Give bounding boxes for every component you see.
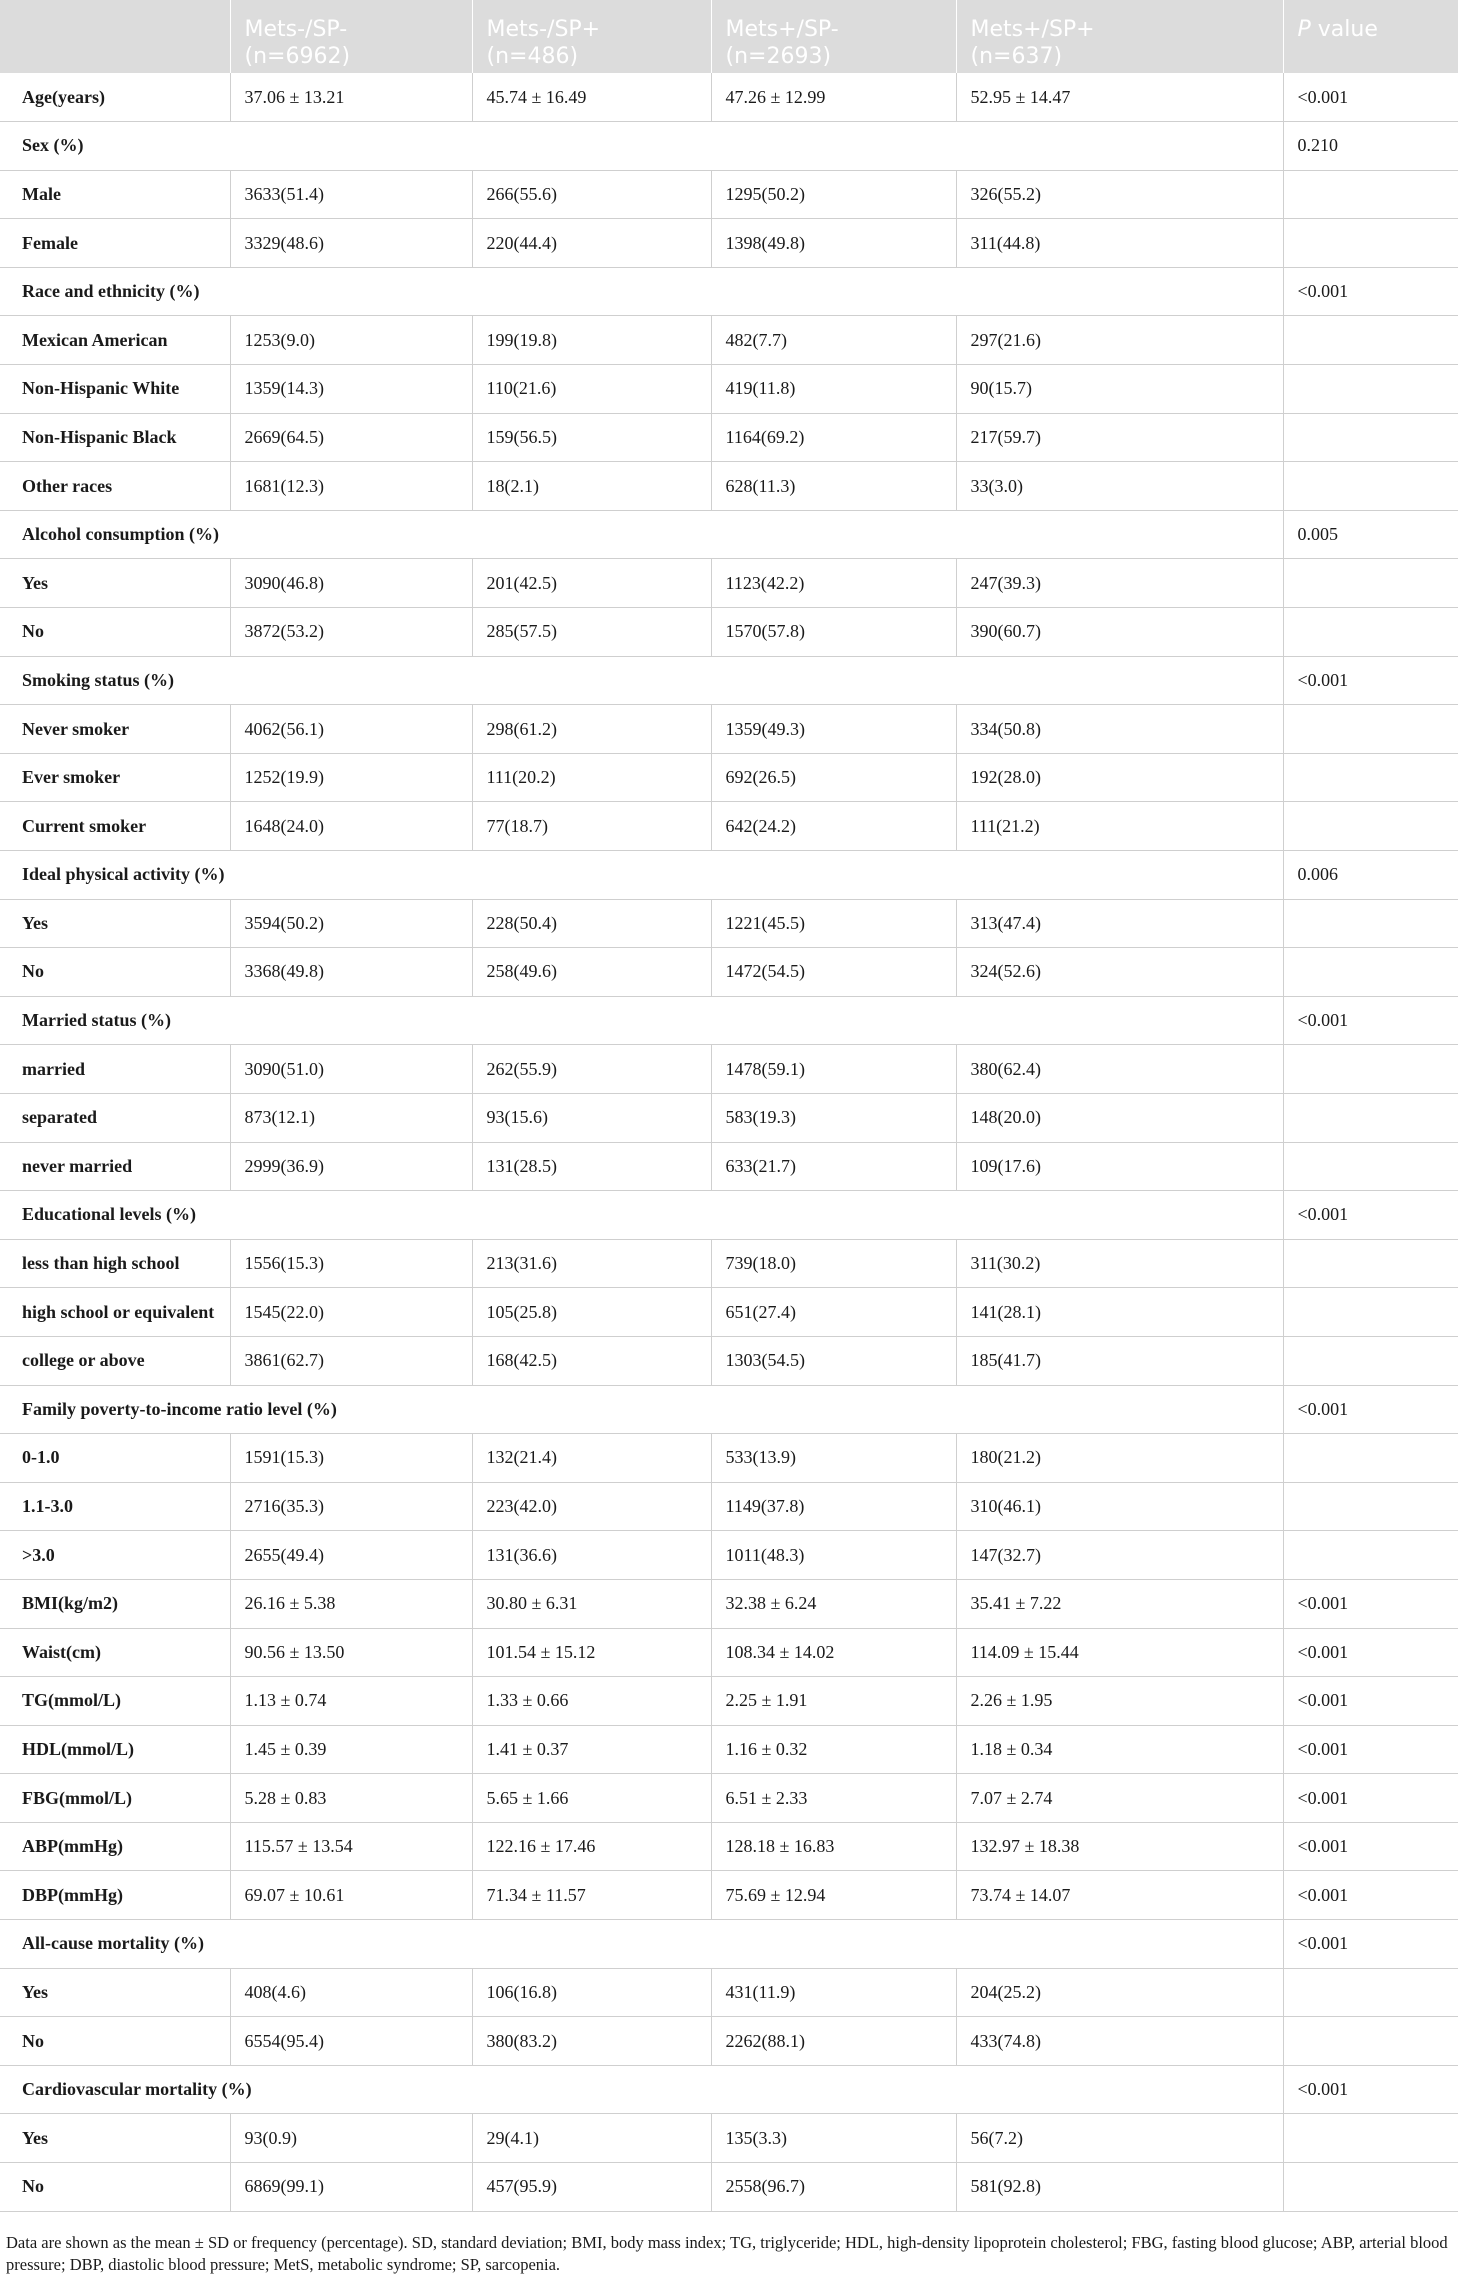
header-p-value — [1283, 0, 1458, 73]
p-value-cell — [1283, 802, 1458, 851]
cell-mets-pos-sp-pos: 581(92.8) — [956, 2163, 1283, 2212]
table-row — [0, 1968, 1458, 2017]
cell-mets-pos-sp-pos: 390(60.7) — [956, 608, 1283, 657]
p-value-cell: <0.001 — [1283, 73, 1458, 122]
row-label: Non-Hispanic Black — [0, 413, 230, 462]
table-row — [0, 2017, 1458, 2066]
table-row — [0, 1725, 1458, 1774]
cell-mets-pos-sp-pos: 114.09 ± 15.44 — [956, 1628, 1283, 1677]
cell-mets-pos-sp-pos: 111(21.2) — [956, 802, 1283, 851]
row-label: Yes — [0, 2114, 230, 2163]
cell-mets-pos-sp-neg: 628(11.3) — [711, 462, 956, 511]
row-label: TG(mmol/L) — [0, 1677, 230, 1726]
cell-mets-pos-sp-pos: 52.95 ± 14.47 — [956, 73, 1283, 122]
cell-mets-pos-sp-pos: 217(59.7) — [956, 413, 1283, 462]
table-row — [0, 705, 1458, 754]
cell-mets-pos-sp-pos: 141(28.1) — [956, 1288, 1283, 1337]
cell-mets-neg-sp-neg: 90.56 ± 13.50 — [230, 1628, 472, 1677]
cell-mets-neg-sp-neg: 2669(64.5) — [230, 413, 472, 462]
row-label: No — [0, 608, 230, 657]
cell-mets-neg-sp-neg: 115.57 ± 13.54 — [230, 1822, 472, 1871]
table-row — [0, 73, 1458, 122]
table-row — [0, 559, 1458, 608]
cell-mets-neg-sp-pos: 285(57.5) — [472, 608, 711, 657]
cell-mets-pos-sp-neg: 6.51 ± 2.33 — [711, 1774, 956, 1823]
cell-mets-pos-sp-neg: 1164(69.2) — [711, 413, 956, 462]
table-row — [0, 1239, 1458, 1288]
table-row — [0, 462, 1458, 511]
cell-mets-neg-sp-pos: 93(15.6) — [472, 1093, 711, 1142]
p-value-cell: <0.001 — [1283, 1822, 1458, 1871]
header-group-n: (n=6962) — [244, 44, 351, 69]
cell-mets-neg-sp-pos: 258(49.6) — [472, 948, 711, 997]
cell-mets-pos-sp-neg: 108.34 ± 14.02 — [711, 1628, 956, 1677]
cell-mets-pos-sp-pos: 311(44.8) — [956, 219, 1283, 268]
p-value-cell: <0.001 — [1283, 1774, 1458, 1823]
cell-mets-pos-sp-pos: 326(55.2) — [956, 170, 1283, 219]
cell-mets-pos-sp-pos: 35.41 ± 7.22 — [956, 1579, 1283, 1628]
p-value-cell — [1283, 170, 1458, 219]
cell-mets-neg-sp-neg: 1.45 ± 0.39 — [230, 1725, 472, 1774]
table-row — [0, 1434, 1458, 1483]
cell-mets-neg-sp-neg: 2716(35.3) — [230, 1482, 472, 1531]
cell-mets-pos-sp-neg: 1.16 ± 0.32 — [711, 1725, 956, 1774]
cell-mets-pos-sp-pos: 148(20.0) — [956, 1093, 1283, 1142]
cell-mets-pos-sp-pos: 310(46.1) — [956, 1482, 1283, 1531]
cell-mets-neg-sp-pos: 111(20.2) — [472, 753, 711, 802]
header-group-name: Mets+/SP+ — [970, 17, 1095, 42]
cell-mets-neg-sp-pos: 380(83.2) — [472, 2017, 711, 2066]
row-label: less than high school — [0, 1239, 230, 1288]
cell-mets-pos-sp-neg: 533(13.9) — [711, 1434, 956, 1483]
cell-mets-pos-sp-neg: 1398(49.8) — [711, 219, 956, 268]
cell-mets-neg-sp-pos: 199(19.8) — [472, 316, 711, 365]
table-row — [0, 1336, 1458, 1385]
cell-mets-pos-sp-pos: 147(32.7) — [956, 1531, 1283, 1580]
row-label: never married — [0, 1142, 230, 1191]
p-value-cell — [1283, 2017, 1458, 2066]
cell-mets-neg-sp-neg: 1648(24.0) — [230, 802, 472, 851]
cell-mets-neg-sp-neg: 3329(48.6) — [230, 219, 472, 268]
p-value-cell — [1283, 316, 1458, 365]
cell-mets-neg-sp-pos: 223(42.0) — [472, 1482, 711, 1531]
header-group-name: Mets+/SP- — [725, 17, 839, 42]
p-value-cell — [1283, 899, 1458, 948]
cell-mets-neg-sp-neg: 3872(53.2) — [230, 608, 472, 657]
section-header-row — [0, 1385, 1458, 1434]
table-row — [0, 1045, 1458, 1094]
cell-mets-pos-sp-neg: 1472(54.5) — [711, 948, 956, 997]
table-row — [0, 170, 1458, 219]
section-label: Married status (%) — [0, 996, 1283, 1045]
cell-mets-pos-sp-neg: 419(11.8) — [711, 365, 956, 414]
table-row — [0, 1142, 1458, 1191]
table-row — [0, 2114, 1458, 2163]
cell-mets-neg-sp-neg: 1556(15.3) — [230, 1239, 472, 1288]
section-header-row — [0, 1191, 1458, 1240]
header-label-column — [0, 0, 230, 73]
cell-mets-pos-sp-neg: 739(18.0) — [711, 1239, 956, 1288]
p-value-cell — [1283, 1531, 1458, 1580]
row-label: FBG(mmol/L) — [0, 1774, 230, 1823]
cell-mets-neg-sp-pos: 159(56.5) — [472, 413, 711, 462]
cell-mets-pos-sp-pos: 380(62.4) — [956, 1045, 1283, 1094]
p-value-cell: <0.001 — [1283, 267, 1458, 316]
cell-mets-neg-sp-neg: 1359(14.3) — [230, 365, 472, 414]
row-label: Ever smoker — [0, 753, 230, 802]
table-row — [0, 1822, 1458, 1871]
cell-mets-neg-sp-neg: 3594(50.2) — [230, 899, 472, 948]
cell-mets-neg-sp-neg: 1.13 ± 0.74 — [230, 1677, 472, 1726]
header-group-n: (n=2693) — [725, 44, 832, 69]
cell-mets-neg-sp-pos: 1.41 ± 0.37 — [472, 1725, 711, 1774]
p-value-cell: <0.001 — [1283, 1191, 1458, 1240]
cell-mets-neg-sp-neg: 6869(99.1) — [230, 2163, 472, 2212]
cell-mets-pos-sp-neg: 135(3.3) — [711, 2114, 956, 2163]
section-label: Race and ethnicity (%) — [0, 267, 1283, 316]
p-value-cell: <0.001 — [1283, 1871, 1458, 1920]
cell-mets-neg-sp-neg: 26.16 ± 5.38 — [230, 1579, 472, 1628]
cell-mets-neg-sp-pos: 266(55.6) — [472, 170, 711, 219]
row-label: Never smoker — [0, 705, 230, 754]
row-label: Yes — [0, 1968, 230, 2017]
table-row — [0, 316, 1458, 365]
table-row — [0, 1093, 1458, 1142]
row-label: 0-1.0 — [0, 1434, 230, 1483]
cell-mets-neg-sp-neg: 3861(62.7) — [230, 1336, 472, 1385]
cell-mets-pos-sp-neg: 1221(45.5) — [711, 899, 956, 948]
cell-mets-pos-sp-neg: 1303(54.5) — [711, 1336, 956, 1385]
cell-mets-neg-sp-neg: 5.28 ± 0.83 — [230, 1774, 472, 1823]
p-value-cell: <0.001 — [1283, 1920, 1458, 1969]
p-value-cell: <0.001 — [1283, 2065, 1458, 2114]
cell-mets-pos-sp-pos: 180(21.2) — [956, 1434, 1283, 1483]
cell-mets-neg-sp-neg: 1591(15.3) — [230, 1434, 472, 1483]
cell-mets-pos-sp-pos: 132.97 ± 18.38 — [956, 1822, 1283, 1871]
cell-mets-neg-sp-neg: 1252(19.9) — [230, 753, 472, 802]
p-value-cell — [1283, 753, 1458, 802]
p-value-cell: <0.001 — [1283, 1579, 1458, 1628]
cell-mets-neg-sp-pos: 122.16 ± 17.46 — [472, 1822, 711, 1871]
table-row — [0, 1774, 1458, 1823]
p-value-cell — [1283, 1239, 1458, 1288]
row-label: Yes — [0, 899, 230, 948]
table-row — [0, 1579, 1458, 1628]
cell-mets-pos-sp-neg: 1570(57.8) — [711, 608, 956, 657]
p-value-cell — [1283, 1434, 1458, 1483]
cell-mets-neg-sp-neg: 37.06 ± 13.21 — [230, 73, 472, 122]
row-label: Waist(cm) — [0, 1628, 230, 1677]
section-header-row — [0, 656, 1458, 705]
cell-mets-neg-sp-pos: 77(18.7) — [472, 802, 711, 851]
cell-mets-pos-sp-neg: 32.38 ± 6.24 — [711, 1579, 956, 1628]
cell-mets-pos-sp-pos: 185(41.7) — [956, 1336, 1283, 1385]
cell-mets-neg-sp-pos: 131(28.5) — [472, 1142, 711, 1191]
cell-mets-pos-sp-pos: 2.26 ± 1.95 — [956, 1677, 1283, 1726]
header-group-3 — [711, 0, 956, 73]
table-row — [0, 802, 1458, 851]
cell-mets-pos-sp-neg: 583(19.3) — [711, 1093, 956, 1142]
cell-mets-neg-sp-pos: 105(25.8) — [472, 1288, 711, 1337]
cell-mets-pos-sp-neg: 482(7.7) — [711, 316, 956, 365]
section-header-row — [0, 996, 1458, 1045]
p-value-cell: <0.001 — [1283, 996, 1458, 1045]
section-header-row — [0, 2065, 1458, 2114]
cell-mets-neg-sp-pos: 29(4.1) — [472, 2114, 711, 2163]
cell-mets-neg-sp-pos: 45.74 ± 16.49 — [472, 73, 711, 122]
cell-mets-neg-sp-pos: 298(61.2) — [472, 705, 711, 754]
cell-mets-neg-sp-neg: 3090(46.8) — [230, 559, 472, 608]
cell-mets-neg-sp-neg: 4062(56.1) — [230, 705, 472, 754]
p-value-cell — [1283, 1482, 1458, 1531]
p-value-cell — [1283, 2114, 1458, 2163]
cell-mets-pos-sp-neg: 2558(96.7) — [711, 2163, 956, 2212]
row-label: Current smoker — [0, 802, 230, 851]
header-group-n: (n=486) — [486, 44, 579, 69]
header-group-name: Mets-/SP+ — [486, 17, 601, 42]
row-label: married — [0, 1045, 230, 1094]
cell-mets-neg-sp-neg: 1545(22.0) — [230, 1288, 472, 1337]
cell-mets-neg-sp-neg: 873(12.1) — [230, 1093, 472, 1142]
table-row — [0, 948, 1458, 997]
cell-mets-pos-sp-neg: 692(26.5) — [711, 753, 956, 802]
cell-mets-neg-sp-pos: 457(95.9) — [472, 2163, 711, 2212]
cell-mets-pos-sp-pos: 73.74 ± 14.07 — [956, 1871, 1283, 1920]
cell-mets-neg-sp-pos: 168(42.5) — [472, 1336, 711, 1385]
cell-mets-pos-sp-pos: 247(39.3) — [956, 559, 1283, 608]
table-row — [0, 753, 1458, 802]
row-label: Other races — [0, 462, 230, 511]
row-label: DBP(mmHg) — [0, 1871, 230, 1920]
cell-mets-pos-sp-neg: 2.25 ± 1.91 — [711, 1677, 956, 1726]
header-p-italic: P — [1297, 17, 1311, 42]
section-label: Smoking status (%) — [0, 656, 1283, 705]
cell-mets-neg-sp-pos: 1.33 ± 0.66 — [472, 1677, 711, 1726]
row-label: BMI(kg/m2) — [0, 1579, 230, 1628]
row-label: Female — [0, 219, 230, 268]
cell-mets-pos-sp-pos: 90(15.7) — [956, 365, 1283, 414]
table-row — [0, 1628, 1458, 1677]
cell-mets-neg-sp-pos: 228(50.4) — [472, 899, 711, 948]
table-row — [0, 1531, 1458, 1580]
cell-mets-pos-sp-pos: 311(30.2) — [956, 1239, 1283, 1288]
section-header-row — [0, 267, 1458, 316]
cell-mets-neg-sp-pos: 18(2.1) — [472, 462, 711, 511]
p-value-cell — [1283, 705, 1458, 754]
header-group-name: Mets-/SP- — [244, 17, 348, 42]
p-value-cell — [1283, 1093, 1458, 1142]
cell-mets-pos-sp-pos: 192(28.0) — [956, 753, 1283, 802]
table-row — [0, 608, 1458, 657]
cell-mets-neg-sp-pos: 131(36.6) — [472, 1531, 711, 1580]
section-header-row — [0, 1920, 1458, 1969]
cell-mets-pos-sp-pos: 56(7.2) — [956, 2114, 1283, 2163]
section-label: Ideal physical activity (%) — [0, 851, 1283, 900]
header-p-suffix: value — [1310, 17, 1378, 42]
cell-mets-pos-sp-neg: 651(27.4) — [711, 1288, 956, 1337]
cell-mets-pos-sp-pos: 313(47.4) — [956, 899, 1283, 948]
cell-mets-pos-sp-neg: 642(24.2) — [711, 802, 956, 851]
p-value-cell — [1283, 948, 1458, 997]
cell-mets-neg-sp-pos: 101.54 ± 15.12 — [472, 1628, 711, 1677]
cell-mets-pos-sp-pos: 324(52.6) — [956, 948, 1283, 997]
cell-mets-pos-sp-neg: 1359(49.3) — [711, 705, 956, 754]
p-value-cell: <0.001 — [1283, 1725, 1458, 1774]
cell-mets-neg-sp-neg: 2655(49.4) — [230, 1531, 472, 1580]
cell-mets-pos-sp-neg: 633(21.7) — [711, 1142, 956, 1191]
cell-mets-pos-sp-neg: 1011(48.3) — [711, 1531, 956, 1580]
cell-mets-neg-sp-neg: 69.07 ± 10.61 — [230, 1871, 472, 1920]
section-label: Alcohol consumption (%) — [0, 510, 1283, 559]
table-row — [0, 1482, 1458, 1531]
cell-mets-pos-sp-pos: 33(3.0) — [956, 462, 1283, 511]
row-label: No — [0, 2163, 230, 2212]
section-header-row — [0, 122, 1458, 171]
cell-mets-neg-sp-pos: 132(21.4) — [472, 1434, 711, 1483]
p-value-cell — [1283, 413, 1458, 462]
row-label: 1.1-3.0 — [0, 1482, 230, 1531]
p-value-cell: <0.001 — [1283, 1628, 1458, 1677]
cell-mets-pos-sp-pos: 334(50.8) — [956, 705, 1283, 754]
header-group-2 — [472, 0, 711, 73]
cell-mets-pos-sp-neg: 1478(59.1) — [711, 1045, 956, 1094]
cell-mets-pos-sp-neg: 1123(42.2) — [711, 559, 956, 608]
row-label: No — [0, 2017, 230, 2066]
header-group-1 — [230, 0, 472, 73]
row-label: high school or equivalent — [0, 1288, 230, 1337]
row-label: Age(years) — [0, 73, 230, 122]
row-label: college or above — [0, 1336, 230, 1385]
cell-mets-pos-sp-neg: 1295(50.2) — [711, 170, 956, 219]
cell-mets-neg-sp-neg: 1681(12.3) — [230, 462, 472, 511]
cell-mets-pos-sp-pos: 1.18 ± 0.34 — [956, 1725, 1283, 1774]
p-value-cell: <0.001 — [1283, 656, 1458, 705]
table-row — [0, 1288, 1458, 1337]
table-row — [0, 2163, 1458, 2212]
header-group-n: (n=637) — [970, 44, 1063, 69]
table-row — [0, 219, 1458, 268]
section-label: All-cause mortality (%) — [0, 1920, 1283, 1969]
cell-mets-neg-sp-pos: 30.80 ± 6.31 — [472, 1579, 711, 1628]
cell-mets-neg-sp-neg: 6554(95.4) — [230, 2017, 472, 2066]
cell-mets-neg-sp-neg: 3633(51.4) — [230, 170, 472, 219]
cell-mets-pos-sp-neg: 431(11.9) — [711, 1968, 956, 2017]
table-body — [0, 73, 1458, 2211]
cell-mets-pos-sp-neg: 75.69 ± 12.94 — [711, 1871, 956, 1920]
p-value-cell — [1283, 1288, 1458, 1337]
p-value-cell: 0.006 — [1283, 851, 1458, 900]
cell-mets-neg-sp-neg: 2999(36.9) — [230, 1142, 472, 1191]
table-row — [0, 365, 1458, 414]
cell-mets-pos-sp-pos: 297(21.6) — [956, 316, 1283, 365]
cell-mets-neg-sp-pos: 71.34 ± 11.57 — [472, 1871, 711, 1920]
cell-mets-neg-sp-neg: 93(0.9) — [230, 2114, 472, 2163]
section-header-row — [0, 510, 1458, 559]
section-label: Sex (%) — [0, 122, 1283, 171]
cell-mets-neg-sp-neg: 3090(51.0) — [230, 1045, 472, 1094]
header-group-4 — [956, 0, 1283, 73]
row-label: Non-Hispanic White — [0, 365, 230, 414]
row-label: separated — [0, 1093, 230, 1142]
cell-mets-pos-sp-pos: 109(17.6) — [956, 1142, 1283, 1191]
cell-mets-neg-sp-pos: 5.65 ± 1.66 — [472, 1774, 711, 1823]
p-value-cell: <0.001 — [1283, 1385, 1458, 1434]
cell-mets-neg-sp-pos: 110(21.6) — [472, 365, 711, 414]
cell-mets-neg-sp-pos: 220(44.4) — [472, 219, 711, 268]
table-row — [0, 899, 1458, 948]
cell-mets-neg-sp-neg: 3368(49.8) — [230, 948, 472, 997]
cell-mets-pos-sp-neg: 1149(37.8) — [711, 1482, 956, 1531]
cell-mets-pos-sp-pos: 7.07 ± 2.74 — [956, 1774, 1283, 1823]
p-value-cell — [1283, 1336, 1458, 1385]
p-value-cell — [1283, 365, 1458, 414]
section-header-row — [0, 851, 1458, 900]
cell-mets-neg-sp-pos: 106(16.8) — [472, 1968, 711, 2017]
p-value-cell — [1283, 462, 1458, 511]
table-footnote: Data are shown as the mean ± SD or frequency (percentage). SD, standard deviation; BMI, body mass index; TG, triglyceride; HDL, high-density lipoprotein cholesterol; FBG, fasting blood glucose; ABP, arterial blood pressure; DBP, diastolic blood pressure; MetS, metabolic syndrome; SP, sarcopenia. — [6, 2233, 1448, 2274]
table-row — [0, 1677, 1458, 1726]
cell-mets-pos-sp-neg: 128.18 ± 16.83 — [711, 1822, 956, 1871]
p-value-cell — [1283, 219, 1458, 268]
cell-mets-neg-sp-pos: 213(31.6) — [472, 1239, 711, 1288]
p-value-cell: 0.005 — [1283, 510, 1458, 559]
p-value-cell: 0.210 — [1283, 122, 1458, 171]
cell-mets-pos-sp-pos: 204(25.2) — [956, 1968, 1283, 2017]
row-label: Mexican American — [0, 316, 230, 365]
p-value-cell: <0.001 — [1283, 1677, 1458, 1726]
table-row — [0, 1871, 1458, 1920]
section-label: Family poverty-to-income ratio level (%) — [0, 1385, 1283, 1434]
cell-mets-neg-sp-pos: 201(42.5) — [472, 559, 711, 608]
p-value-cell — [1283, 1045, 1458, 1094]
p-value-cell — [1283, 608, 1458, 657]
header-row — [0, 0, 1458, 73]
row-label: No — [0, 948, 230, 997]
p-value-cell — [1283, 2163, 1458, 2212]
cell-mets-pos-sp-neg: 2262(88.1) — [711, 2017, 956, 2066]
cell-mets-neg-sp-neg: 408(4.6) — [230, 1968, 472, 2017]
section-label: Educational levels (%) — [0, 1191, 1283, 1240]
row-label: Yes — [0, 559, 230, 608]
table-row — [0, 413, 1458, 462]
row-label: >3.0 — [0, 1531, 230, 1580]
p-value-cell — [1283, 1968, 1458, 2017]
row-label: ABP(mmHg) — [0, 1822, 230, 1871]
p-value-cell — [1283, 559, 1458, 608]
row-label: HDL(mmol/L) — [0, 1725, 230, 1774]
row-label: Male — [0, 170, 230, 219]
cell-mets-pos-sp-neg: 47.26 ± 12.99 — [711, 73, 956, 122]
section-label: Cardiovascular mortality (%) — [0, 2065, 1283, 2114]
cell-mets-pos-sp-pos: 433(74.8) — [956, 2017, 1283, 2066]
cell-mets-neg-sp-neg: 1253(9.0) — [230, 316, 472, 365]
p-value-cell — [1283, 1142, 1458, 1191]
cell-mets-neg-sp-pos: 262(55.9) — [472, 1045, 711, 1094]
